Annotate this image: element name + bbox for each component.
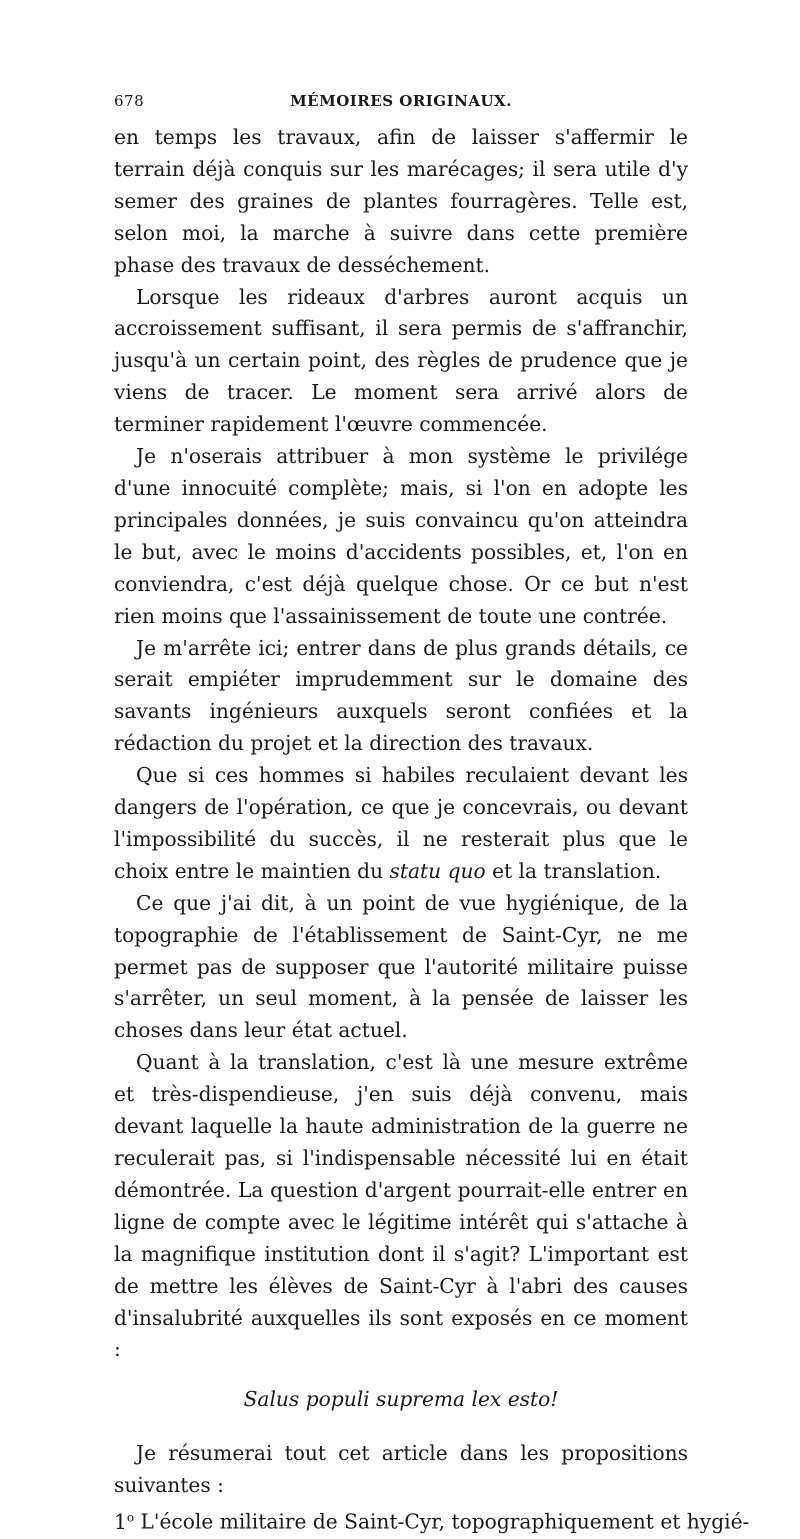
paragraph-4: Je m'arrête ici; entrer dans de plus grands détails, ce serait empiéter imprudemment sur le domaine des savants ingénieurs auxquels seront confiées et la rédaction du projet et la direction des travaux. xyxy=(114,635,688,756)
paragraph-7: Quant à la translation, c'est là une mesure extrême et très-dispendieuse, j'en suis déjà convenu, mais devant laquelle la haute administration de la guerre ne reculerait pas, si l'indispensable nécessité lui en était démontrée. La question d'argent pourrait-elle entrer en ligne de compte avec le légitime intérêt qui s'attache à la magnifique institution dont il s'agit? L'important est de mettre les élèves de Saint-Cyr à l'abri des causes d'insalubrité auxquelles ils sont exposés en ce moment : xyxy=(114,1050,688,1362)
list-superscript: o xyxy=(126,1510,135,1525)
paragraph-5 xyxy=(114,760,688,888)
paragraph-5-text: Que si ces hommes si habiles reculaient devant les dangers de l'opération, ce que je concevrais, ou devant l'impossibilité du succès, il ne resterait plus que le choix entre le maintien du xyxy=(114,763,688,883)
page xyxy=(114,92,750,1539)
body-text xyxy=(114,122,750,1539)
paragraph-2: Lorsque les rideaux d'arbres auront acquis un accroissement suffisant, il sera permis de s'affranchir, jusqu'à un certain point, des règles de prudence que je viens de tracer. Le moment sera arrivé alors de terminer rapidement l'œuvre commencée. xyxy=(114,284,688,437)
list-item-text: L'école militaire de Saint-Cyr, topographiquement et hygié- xyxy=(140,1509,750,1534)
page-number: 678 xyxy=(114,92,145,110)
running-head xyxy=(114,92,688,118)
statu-quo-italic: statu quo xyxy=(389,858,486,883)
paragraph-3: Je n'oserais attribuer à mon système le privilége d'une innocuité complète; mais, si l'on en adopte les principales données, je suis convaincu qu'on atteindra le but, avec le moins d'accidents possibles, et, l'on en conviendra, c'est déjà quelque chose. Or ce but n'est rien moins que l'assainissement de toute une contrée. xyxy=(114,444,688,628)
closing-sentence: Je résumerai tout cet article dans les propositions suivantes : xyxy=(114,1441,688,1498)
latin-motto: Salus populi suprema lex esto! xyxy=(243,1387,559,1412)
list-number: 1 xyxy=(114,1509,127,1534)
running-title: MÉMOIRES ORIGINAUX. xyxy=(290,92,512,110)
paragraph-1: en temps les travaux, afin de laisser s'affermir le terrain déjà conquis sur les marécages; il sera utile d'y semer des graines de plantes fourragères. Telle est, selon moi, la marche à suivre dans cette première phase des travaux de desséchement. xyxy=(114,125,688,277)
paragraph-6: Ce que j'ai dit, à un point de vue hygiénique, de la topographie de l'établissement de Saint-Cyr, ne me permet pas de supposer que l'autorité militaire puisse s'arrêter, un seul moment, à la pensée de laisser les choses dans leur état actuel. xyxy=(114,890,688,1043)
paragraph-5-end: et la translation. xyxy=(485,858,662,883)
list-item-1 xyxy=(114,1502,750,1539)
list-ordinal xyxy=(114,1510,134,1534)
